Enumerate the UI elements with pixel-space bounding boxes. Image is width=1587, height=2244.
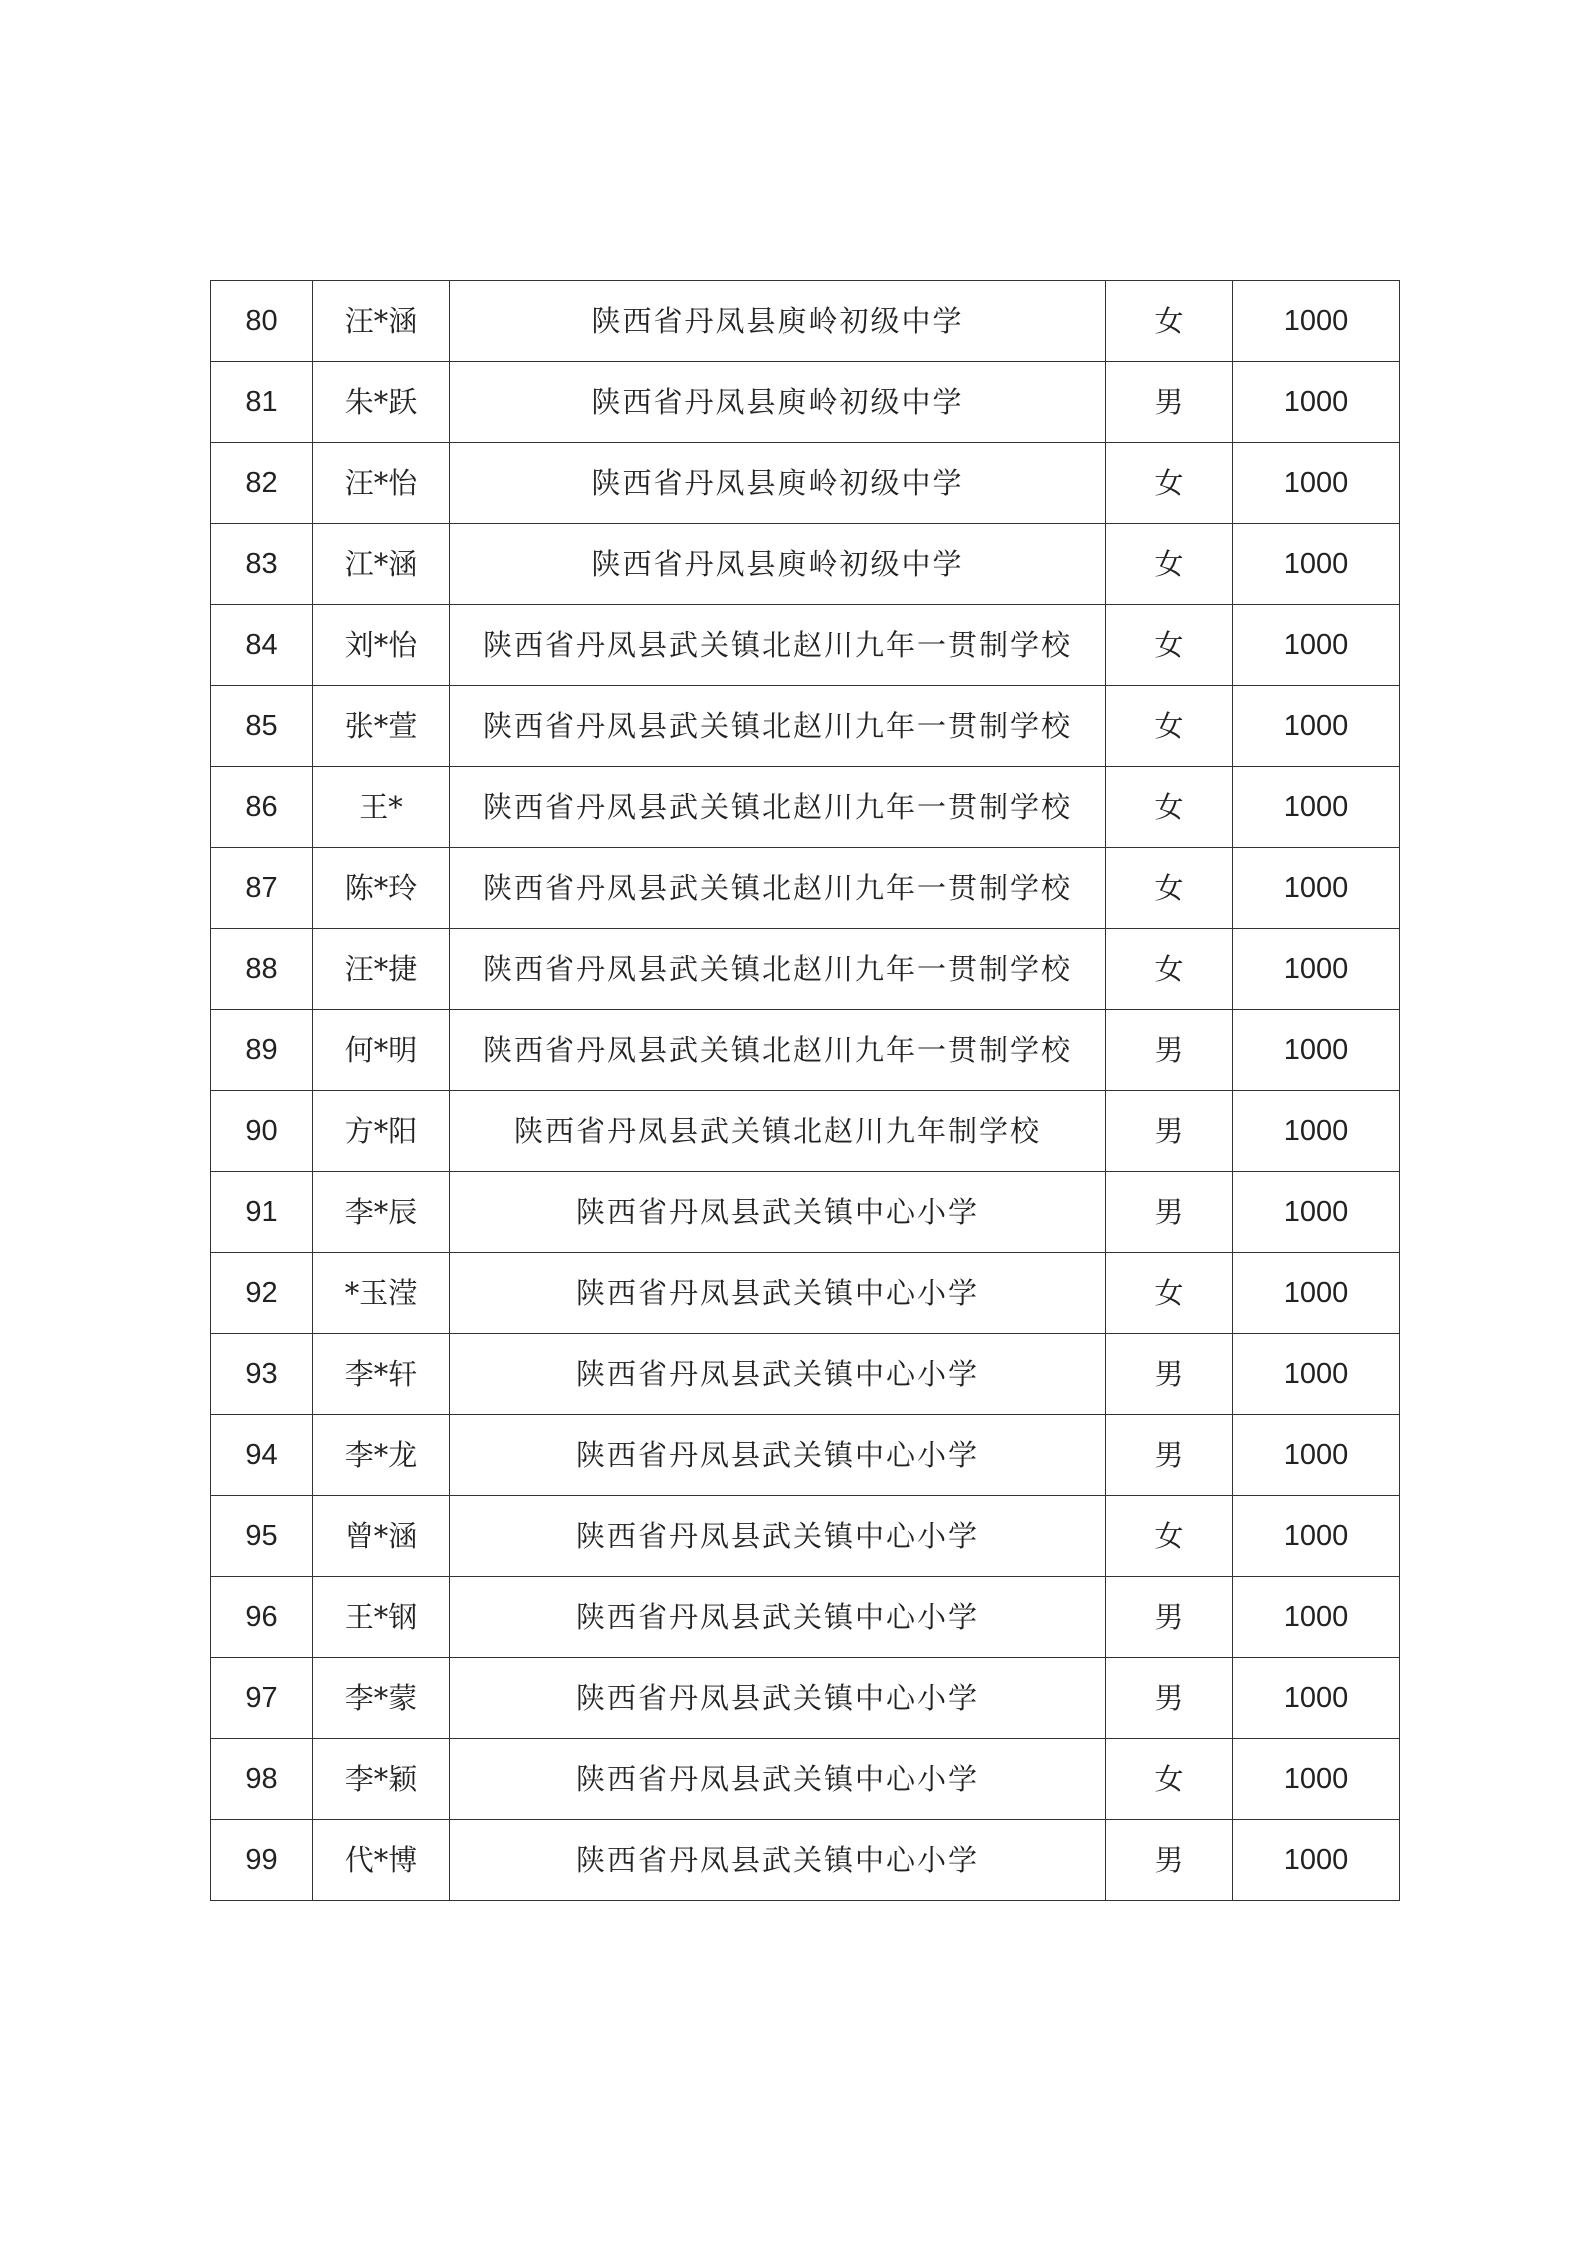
cell-school: 陕西省丹凤县武关镇北赵川九年一贯制学校	[450, 767, 1106, 848]
table-row	[211, 443, 1400, 524]
cell-number: 96	[211, 1577, 313, 1658]
cell-number: 82	[211, 443, 313, 524]
table-row	[211, 767, 1400, 848]
cell-number: 94	[211, 1415, 313, 1496]
cell-amount: 1000	[1233, 686, 1400, 767]
cell-gender: 男	[1106, 1172, 1233, 1253]
cell-school: 陕西省丹凤县武关镇中心小学	[450, 1577, 1106, 1658]
cell-school: 陕西省丹凤县庾岭初级中学	[450, 281, 1106, 362]
cell-number: 88	[211, 929, 313, 1010]
cell-gender: 女	[1106, 605, 1233, 686]
cell-gender: 女	[1106, 1253, 1233, 1334]
cell-name: 王*钢	[313, 1577, 450, 1658]
cell-school: 陕西省丹凤县武关镇北赵川九年一贯制学校	[450, 686, 1106, 767]
cell-school: 陕西省丹凤县武关镇中心小学	[450, 1334, 1106, 1415]
table-row	[211, 1010, 1400, 1091]
cell-amount: 1000	[1233, 281, 1400, 362]
table-row	[211, 281, 1400, 362]
cell-school: 陕西省丹凤县武关镇中心小学	[450, 1253, 1106, 1334]
cell-name: 刘*怡	[313, 605, 450, 686]
cell-amount: 1000	[1233, 1739, 1400, 1820]
cell-number: 89	[211, 1010, 313, 1091]
cell-amount: 1000	[1233, 1334, 1400, 1415]
cell-number: 95	[211, 1496, 313, 1577]
cell-school: 陕西省丹凤县庾岭初级中学	[450, 524, 1106, 605]
cell-school: 陕西省丹凤县武关镇中心小学	[450, 1739, 1106, 1820]
cell-amount: 1000	[1233, 1496, 1400, 1577]
cell-gender: 男	[1106, 1415, 1233, 1496]
cell-name: 江*涵	[313, 524, 450, 605]
student-table	[210, 280, 1400, 1901]
table-row	[211, 605, 1400, 686]
cell-number: 81	[211, 362, 313, 443]
cell-amount: 1000	[1233, 1577, 1400, 1658]
cell-amount: 1000	[1233, 524, 1400, 605]
cell-school: 陕西省丹凤县武关镇北赵川九年一贯制学校	[450, 605, 1106, 686]
cell-gender: 女	[1106, 929, 1233, 1010]
cell-school: 陕西省丹凤县庾岭初级中学	[450, 443, 1106, 524]
table-row	[211, 362, 1400, 443]
cell-gender: 男	[1106, 1091, 1233, 1172]
table-row	[211, 1253, 1400, 1334]
cell-school: 陕西省丹凤县武关镇中心小学	[450, 1415, 1106, 1496]
cell-gender: 男	[1106, 1010, 1233, 1091]
cell-name: 朱*跃	[313, 362, 450, 443]
cell-name: 汪*怡	[313, 443, 450, 524]
cell-number: 90	[211, 1091, 313, 1172]
cell-number: 99	[211, 1820, 313, 1901]
cell-number: 91	[211, 1172, 313, 1253]
cell-name: 李*颖	[313, 1739, 450, 1820]
cell-name: 曾*涵	[313, 1496, 450, 1577]
cell-gender: 男	[1106, 1334, 1233, 1415]
cell-school: 陕西省丹凤县武关镇中心小学	[450, 1658, 1106, 1739]
table-row	[211, 1091, 1400, 1172]
table-row	[211, 1334, 1400, 1415]
cell-school: 陕西省丹凤县武关镇中心小学	[450, 1820, 1106, 1901]
cell-school: 陕西省丹凤县武关镇北赵川九年一贯制学校	[450, 1010, 1106, 1091]
cell-name: 李*轩	[313, 1334, 450, 1415]
cell-amount: 1000	[1233, 1820, 1400, 1901]
cell-gender: 男	[1106, 1658, 1233, 1739]
cell-name: 汪*捷	[313, 929, 450, 1010]
cell-gender: 女	[1106, 281, 1233, 362]
cell-number: 86	[211, 767, 313, 848]
cell-gender: 女	[1106, 767, 1233, 848]
cell-gender: 女	[1106, 848, 1233, 929]
table-row	[211, 1172, 1400, 1253]
cell-gender: 女	[1106, 524, 1233, 605]
cell-school: 陕西省丹凤县武关镇北赵川九年制学校	[450, 1091, 1106, 1172]
cell-school: 陕西省丹凤县庾岭初级中学	[450, 362, 1106, 443]
cell-school: 陕西省丹凤县武关镇中心小学	[450, 1172, 1106, 1253]
cell-amount: 1000	[1233, 767, 1400, 848]
cell-number: 83	[211, 524, 313, 605]
table-row	[211, 1658, 1400, 1739]
cell-number: 80	[211, 281, 313, 362]
cell-name: 李*辰	[313, 1172, 450, 1253]
table-row	[211, 1577, 1400, 1658]
cell-name: 汪*涵	[313, 281, 450, 362]
cell-name: 方*阳	[313, 1091, 450, 1172]
cell-gender: 女	[1106, 443, 1233, 524]
table-body	[211, 281, 1400, 1901]
cell-gender: 男	[1106, 362, 1233, 443]
cell-school: 陕西省丹凤县武关镇北赵川九年一贯制学校	[450, 929, 1106, 1010]
cell-amount: 1000	[1233, 443, 1400, 524]
cell-name: 李*龙	[313, 1415, 450, 1496]
cell-name: 代*博	[313, 1820, 450, 1901]
cell-number: 93	[211, 1334, 313, 1415]
cell-name: 何*明	[313, 1010, 450, 1091]
table-row	[211, 848, 1400, 929]
cell-amount: 1000	[1233, 929, 1400, 1010]
table-row	[211, 1739, 1400, 1820]
table-row	[211, 929, 1400, 1010]
cell-number: 85	[211, 686, 313, 767]
table-row	[211, 524, 1400, 605]
cell-school: 陕西省丹凤县武关镇中心小学	[450, 1496, 1106, 1577]
cell-gender: 男	[1106, 1820, 1233, 1901]
cell-amount: 1000	[1233, 1658, 1400, 1739]
cell-amount: 1000	[1233, 362, 1400, 443]
cell-name: 陈*玲	[313, 848, 450, 929]
table-row	[211, 1496, 1400, 1577]
cell-amount: 1000	[1233, 1415, 1400, 1496]
cell-number: 87	[211, 848, 313, 929]
table-row	[211, 686, 1400, 767]
cell-gender: 女	[1106, 1496, 1233, 1577]
cell-amount: 1000	[1233, 1091, 1400, 1172]
cell-name: 张*萱	[313, 686, 450, 767]
cell-name: 王*	[313, 767, 450, 848]
table-row	[211, 1415, 1400, 1496]
cell-number: 84	[211, 605, 313, 686]
cell-gender: 女	[1106, 686, 1233, 767]
cell-gender: 女	[1106, 1739, 1233, 1820]
cell-number: 92	[211, 1253, 313, 1334]
cell-number: 97	[211, 1658, 313, 1739]
cell-amount: 1000	[1233, 1172, 1400, 1253]
cell-amount: 1000	[1233, 605, 1400, 686]
cell-amount: 1000	[1233, 848, 1400, 929]
cell-name: 李*蒙	[313, 1658, 450, 1739]
cell-number: 98	[211, 1739, 313, 1820]
table-row	[211, 1820, 1400, 1901]
cell-gender: 男	[1106, 1577, 1233, 1658]
cell-amount: 1000	[1233, 1253, 1400, 1334]
cell-name: *玉滢	[313, 1253, 450, 1334]
cell-amount: 1000	[1233, 1010, 1400, 1091]
cell-school: 陕西省丹凤县武关镇北赵川九年一贯制学校	[450, 848, 1106, 929]
